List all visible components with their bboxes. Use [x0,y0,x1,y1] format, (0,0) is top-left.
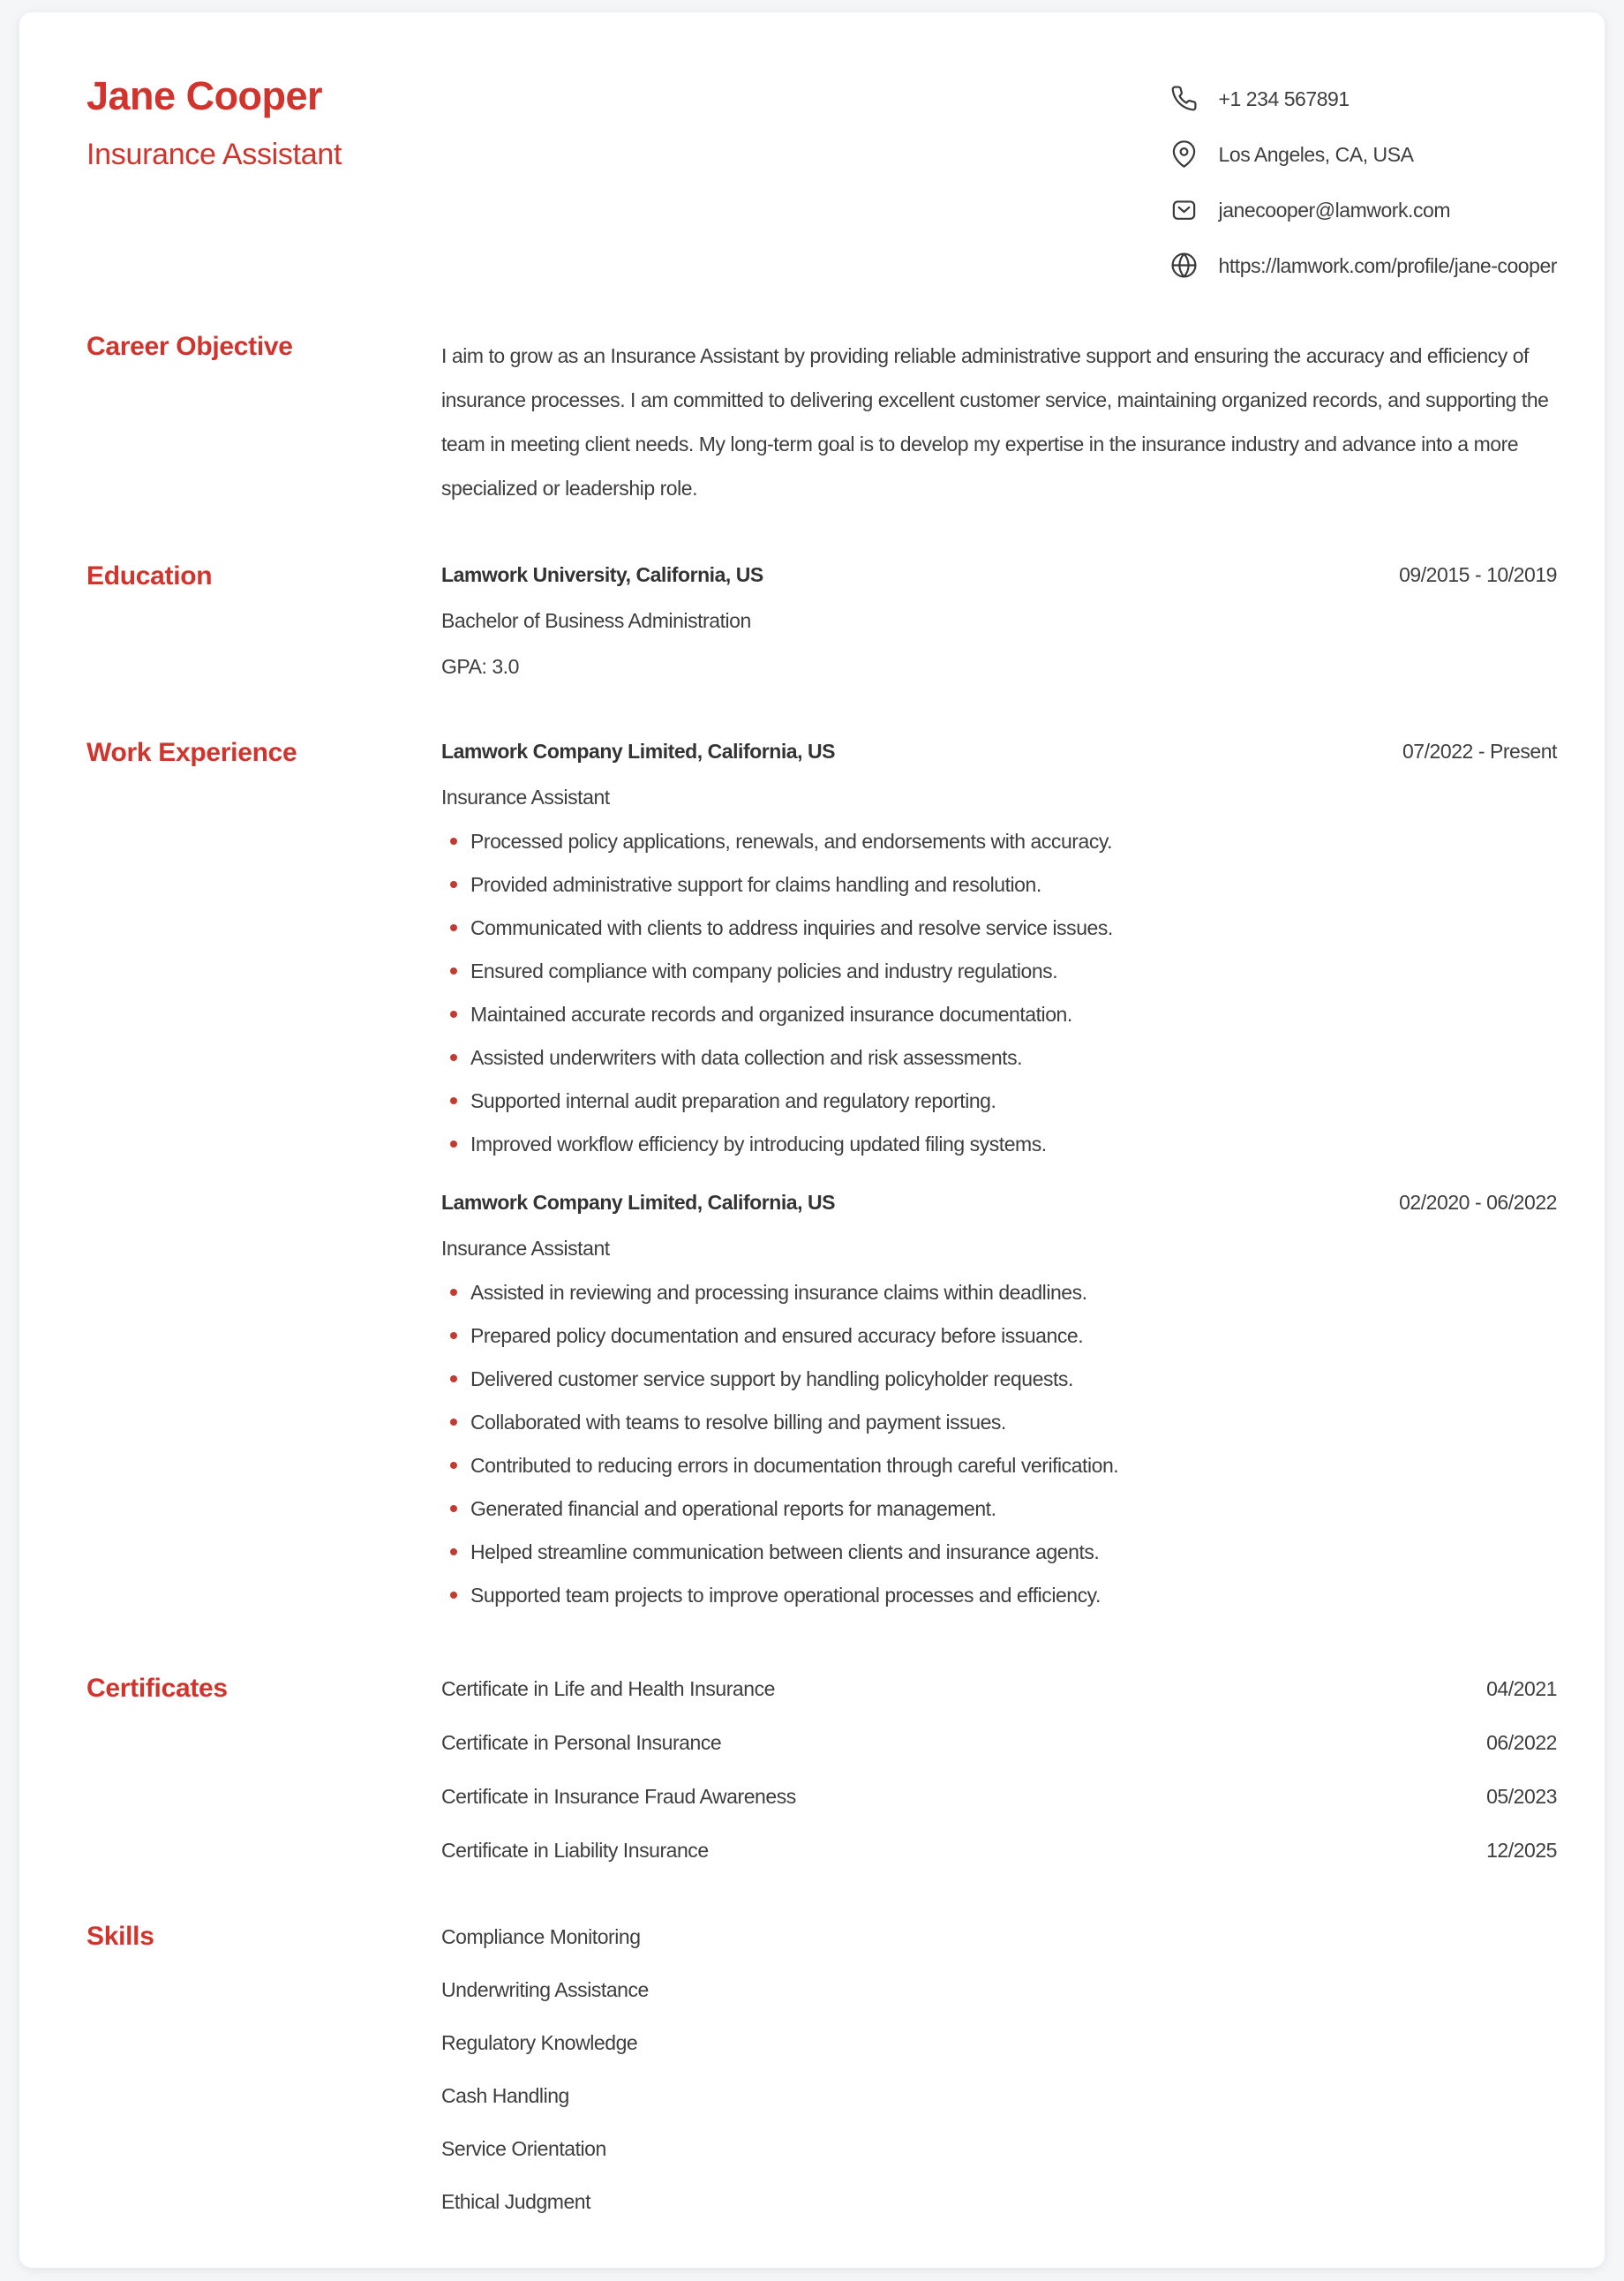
phone-icon [1170,85,1198,112]
education-degree: Bachelor of Business Administration [441,609,751,632]
header [86,74,1557,279]
section-skills [86,1922,1557,2215]
section-career-objective [86,332,1557,510]
job-1-bullet [441,958,1557,984]
education-dates: 09/2015 - 10/2019 [1399,563,1557,586]
bullet-text: Contributed to reducing errors in documentation through careful verification. [470,1454,1119,1477]
bullet-dot [450,1332,457,1339]
contact-website-text: https://lamwork.com/profile/jane-cooper [1218,253,1557,277]
job-1-bullet [441,915,1557,941]
contact-list [1170,85,1557,279]
bullet-text: Maintained accurate records and organized insurance documentation. [470,1003,1072,1026]
contact-website-row [1170,252,1557,279]
bullet-text: Prepared policy documentation and ensured accuracy before issuance. [470,1324,1084,1347]
certificates-content [441,1675,1557,1863]
job-entry-1 [441,738,1557,1157]
education-entry-head [441,561,1557,588]
certificates-heading: Certificates [86,1674,228,1703]
section-certificates [86,1674,1557,1863]
contact-phone-row [1170,85,1557,112]
location-pin-icon [1170,140,1198,168]
job-1-bullet [441,1044,1557,1071]
job-2-dates: 02/2020 - 06/2022 [1399,1191,1557,1214]
certificate-row [441,1675,1557,1702]
job-1-bullet [441,1131,1557,1157]
bullet-dot [450,1592,457,1599]
job-2-bullets [441,1279,1557,1608]
contact-email-text: janecooper@lamwork.com [1218,198,1451,222]
job-2-bullet [441,1366,1557,1392]
job-2-bullet [441,1539,1557,1565]
bullet-text: Processed policy applications, renewals, and endorsements with accuracy. [470,830,1113,853]
skill-item: Cash Handling [441,2084,569,2107]
job-1-company: Lamwork Company Limited, California, US [441,740,835,763]
bullet-dot [450,1462,457,1469]
bullet-dot [450,1375,457,1382]
bullet-dot [450,924,457,931]
contact-email-row [1170,196,1557,223]
job-1-title: Insurance Assistant [441,786,610,809]
certificate-name: Certificate in Liability Insurance [441,1839,709,1862]
bullet-text: Communicated with clients to address inquiries and resolve service issues. [470,916,1113,939]
bullet-text: Assisted in reviewing and processing insurance claims within deadlines. [470,1281,1087,1304]
certificate-row [441,1729,1557,1756]
education-school: Lamwork University, California, US [441,563,763,586]
job-2-bullet [441,1322,1557,1349]
bullet-text: Supported internal audit preparation and regulatory reporting. [470,1089,996,1112]
bullet-dot [450,1054,457,1061]
certificate-name: Certificate in Personal Insurance [441,1731,722,1754]
job-2-head [441,1189,1557,1216]
career-objective-heading: Career Objective [86,332,293,361]
certificate-row [441,1783,1557,1810]
skill-item: Compliance Monitoring [441,1925,641,1948]
job-1-dates: 07/2022 - Present [1402,740,1557,763]
bullet-dot [450,1011,457,1018]
career-objective-text: I aim to grow as an Insurance Assistant by providing reliable administrative support and ensuring the accuracy and efficiency of insurance processes. I am committed to delivering excellent customer service, maintaining organized records, and supporting the team in meeting client needs. My long-term goal is to develop my expertise in the insurance industry and advance into a more specialized or leadership role. [441,344,1549,500]
bullet-text: Collaborated with teams to resolve billing and payment issues. [470,1411,1006,1434]
skill-item: Service Orientation [441,2137,606,2160]
education-gpa: GPA: 3.0 [441,655,519,678]
job-2-bullet [441,1582,1557,1608]
skills-content [441,1923,1557,2215]
bullet-text: Provided administrative support for claims handling and resolution. [470,873,1041,896]
section-work-experience [86,738,1557,1608]
bullet-text: Helped streamline communication between clients and insurance agents. [470,1540,1100,1563]
contact-location-row [1170,140,1557,168]
job-1-head [441,738,1557,764]
bullet-text: Generated financial and operational reports for management. [470,1497,996,1520]
bullet-dot [450,838,457,845]
bullet-dot [450,1140,457,1148]
bullet-dot [450,967,457,975]
certificate-row [441,1837,1557,1863]
bullet-text: Assisted underwriters with data collection and risk assessments. [470,1046,1023,1069]
email-icon [1170,196,1198,223]
job-2-company: Lamwork Company Limited, California, US [441,1191,835,1214]
contact-phone-text: +1 234 567891 [1218,87,1350,110]
bullet-text: Improved workflow efficiency by introducing updated filing systems. [470,1133,1047,1156]
certificate-date: 12/2025 [1486,1839,1557,1862]
job-2-bullet [441,1279,1557,1306]
job-2-bullet [441,1495,1557,1522]
job-2-bullet [441,1452,1557,1479]
job-1-bullet [441,871,1557,898]
globe-icon [1170,252,1198,279]
certificate-date: 05/2023 [1486,1785,1557,1808]
job-1-bullet [441,828,1557,854]
certificate-date: 04/2021 [1486,1677,1557,1700]
career-objective-content [441,332,1557,510]
certificate-name: Certificate in Insurance Fraud Awareness [441,1785,796,1808]
job-1-bullets [441,828,1557,1157]
work-experience-content [441,738,1557,1608]
skill-item: Ethical Judgment [441,2190,591,2213]
bullet-dot [450,1548,457,1555]
education-heading: Education [86,561,213,591]
job-2-bullet [441,1409,1557,1435]
bullet-dot [450,881,457,888]
bullet-text: Delivered customer service support by handling policyholder requests. [470,1367,1073,1390]
skill-item: Underwriting Assistance [441,1978,649,2001]
job-1-bullet [441,1088,1557,1114]
job-2-title: Insurance Assistant [441,1237,610,1260]
bullet-text: Supported team projects to improve operational processes and efficiency. [470,1584,1101,1607]
certificate-name: Certificate in Life and Health Insurance [441,1677,775,1700]
bullet-text: Ensured compliance with company policies and industry regulations. [470,960,1058,982]
skills-heading: Skills [86,1922,154,1951]
identity-block [86,74,342,172]
job-1-bullet [441,1001,1557,1028]
resume-card [19,12,1605,2268]
work-experience-heading: Work Experience [86,738,297,767]
bullet-dot [450,1419,457,1426]
person-name: Jane Cooper [86,73,323,118]
skill-item: Regulatory Knowledge [441,2031,638,2054]
person-job-title: Insurance Assistant [86,138,342,172]
section-education [86,561,1557,680]
education-content [441,561,1557,680]
bullet-dot [450,1289,457,1296]
job-entry-2 [441,1189,1557,1608]
contact-location-text: Los Angeles, CA, USA [1218,142,1414,166]
bullet-dot [450,1097,457,1104]
bullet-dot [450,1505,457,1512]
certificate-date: 06/2022 [1486,1731,1557,1754]
